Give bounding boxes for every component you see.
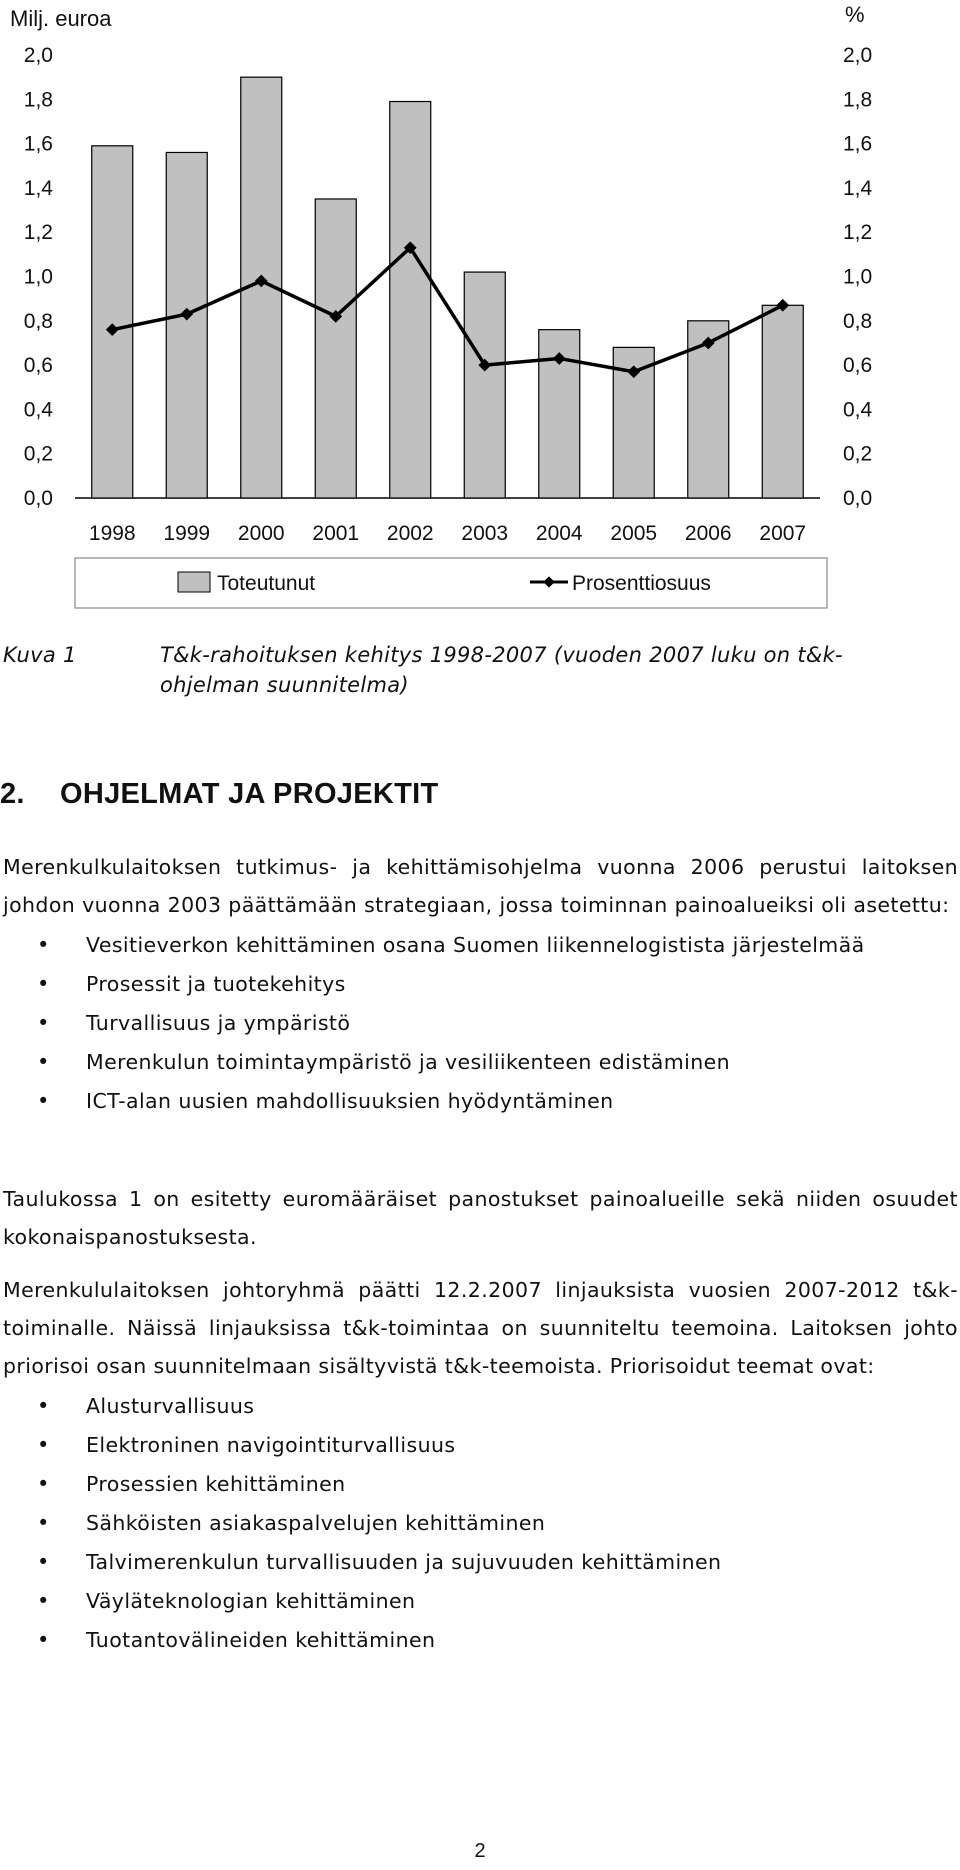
left-y-tick-label: 1,2 (23, 221, 53, 245)
left-y-tick-label: 0,8 (23, 309, 53, 333)
left-axis-label: Milj. euroa (10, 6, 112, 31)
list-item: • Vesitieverkon kehittäminen osana Suomen liikennelogistista järjestelmää (3, 926, 958, 965)
list-item: • Prosessien kehittäminen (3, 1465, 958, 1504)
right-y-tick-label: 1,4 (843, 176, 873, 200)
x-tick-label: 2007 (759, 522, 807, 545)
caption-text: T&k-rahoituksen kehitys 1998-2007 (vuoden 2007 luku on t&k-ohjelman suunnitelma) (160, 643, 843, 697)
x-tick-label: 2006 (684, 522, 732, 545)
legend-label-toteutunut: Toteutunut (217, 572, 316, 595)
left-y-tick-label: 1,6 (23, 132, 53, 156)
left-y-tick-label: 1,0 (23, 265, 53, 289)
right-y-axis (843, 44, 873, 510)
list-item: • Alusturvallisuus (3, 1387, 958, 1426)
x-tick-label: 2005 (610, 522, 658, 545)
bullet-list-2 (3, 1387, 958, 1660)
bar-2003 (464, 272, 505, 498)
x-tick-label: 1999 (163, 522, 211, 545)
right-y-tick-label: 0,2 (843, 442, 873, 466)
left-y-tick-label: 0,6 (23, 354, 53, 378)
list-item: • Merenkulun toimintaympäristö ja vesiliikenteen edistäminen (3, 1043, 958, 1082)
x-tick-label: 1998 (88, 522, 136, 545)
list-item: • ICT-alan uusien mahdollisuuksien hyödyntäminen (3, 1082, 958, 1121)
bar-2007 (762, 305, 803, 498)
body-block-2 (3, 1180, 958, 1256)
list-item: • Prosessit ja tuotekehitys (3, 965, 958, 1004)
section-heading (0, 778, 439, 811)
right-y-tick-label: 0,0 (843, 487, 873, 510)
list-item: • Turvallisuus ja ympäristö (3, 1004, 958, 1043)
left-y-tick-label: 1,8 (23, 88, 53, 112)
right-y-tick-label: 0,6 (843, 354, 873, 378)
x-tick-label: 2003 (461, 522, 509, 545)
chart (0, 0, 960, 640)
left-y-axis (24, 44, 54, 510)
line-series (106, 241, 789, 378)
x-tick-label: 2001 (312, 522, 360, 545)
bar-series (92, 77, 804, 498)
page-number: 2 (474, 1840, 486, 1862)
list-item: • Talvimerenkulun turvallisuuden ja sujuvuuden kehittäminen (3, 1543, 958, 1582)
right-y-tick-label: 1,2 (843, 221, 873, 245)
x-tick-label: 2002 (386, 522, 434, 545)
section-title: OHJELMAT JA PROJEKTIT (60, 778, 439, 810)
body-block-1 (3, 848, 958, 1121)
left-y-tick-label: 0,4 (23, 398, 53, 422)
right-y-tick-label: 0,4 (843, 398, 873, 422)
left-y-tick-label: 2,0 (23, 44, 53, 67)
right-y-tick-label: 2,0 (843, 44, 873, 67)
bar-1999 (166, 152, 207, 498)
bar-1998 (92, 146, 133, 498)
x-axis (89, 522, 806, 545)
paragraph-2: Taulukossa 1 on esitetty euromääräiset panostukset painoalueille sekä niiden osuudet kokonaispanostuksesta. (3, 1187, 958, 1249)
paragraph-1: Merenkulkulaitoksen tutkimus- ja kehittämisohjelma vuonna 2006 perustui laitoksen johdon vuonna 2003 päättämään strategiaan, jossa toiminnan painoalueiksi oli asetettu: (3, 855, 958, 917)
right-y-tick-label: 1,8 (843, 88, 873, 112)
legend-swatch-toteutunut (178, 572, 210, 592)
right-axis-label: % (845, 2, 865, 27)
legend (75, 558, 827, 608)
right-y-tick-label: 1,0 (843, 265, 873, 289)
x-tick-label: 2004 (535, 522, 583, 545)
right-y-tick-label: 0,8 (843, 309, 873, 333)
body-block-3 (3, 1271, 958, 1660)
left-y-tick-label: 0,0 (23, 487, 53, 510)
x-tick-label: 2000 (237, 522, 285, 545)
line-path (112, 248, 783, 372)
bullet-list-1 (3, 926, 958, 1121)
right-y-tick-label: 1,6 (843, 132, 873, 156)
bar-line-chart (0, 0, 960, 640)
section-number: 2. (0, 778, 25, 810)
list-item: • Elektroninen navigointiturvallisuus (3, 1426, 958, 1465)
list-item: • Sähköisten asiakaspalvelujen kehittäminen (3, 1504, 958, 1543)
paragraph-3: Merenkululaitoksen johtoryhmä päätti 12.2.2007 linjauksista vuosien 2007-2012 t&k-toiminalle. Näissä linjauksissa t&k-toimintaa on suunniteltu teemoina. Laitoksen johto priorisoi osan suunnitelmaan sisältyvistä t&k-teemoista. Priorisoidut teemat ovat: (3, 1278, 958, 1378)
list-item: • Tuotantovälineiden kehittäminen (3, 1621, 958, 1660)
left-y-tick-label: 1,4 (23, 176, 53, 200)
bar-2002 (390, 102, 431, 498)
list-item: • Väyläteknologian kehittäminen (3, 1582, 958, 1621)
caption-label: Kuva 1 (3, 643, 77, 667)
left-y-tick-label: 0,2 (23, 442, 53, 466)
bar-2001 (315, 199, 356, 498)
legend-label-prosenttiosuus: Prosenttiosuus (572, 572, 711, 595)
